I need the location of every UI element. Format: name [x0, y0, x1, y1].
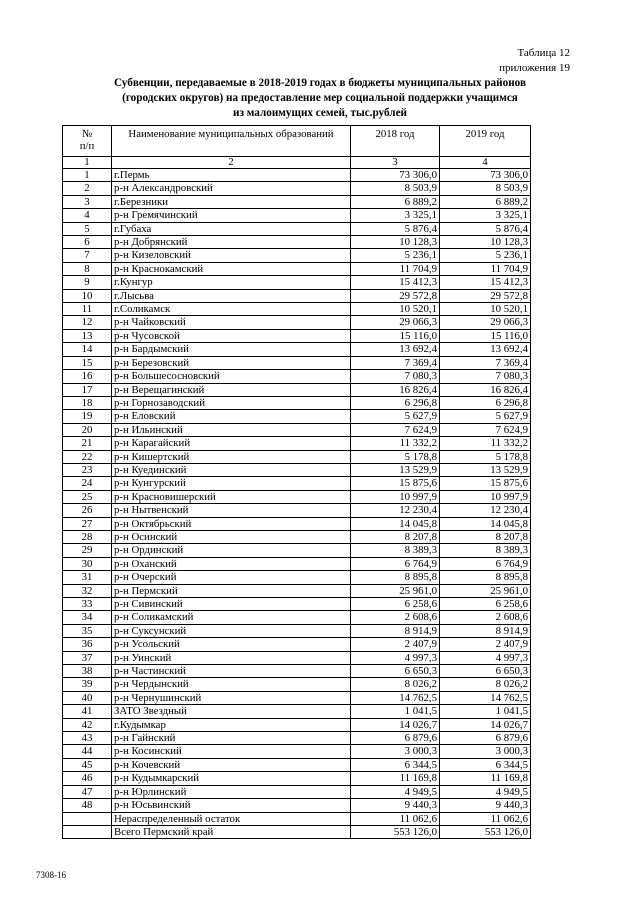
value-2018: 6 764,9 — [351, 557, 440, 570]
value-2019: 7 080,3 — [440, 370, 531, 383]
municipality-name: р-н Частинский — [112, 665, 351, 678]
value-2019: 8 207,8 — [440, 530, 531, 543]
value-2018: 8 914,9 — [351, 624, 440, 637]
value-2018: 4 997,3 — [351, 651, 440, 664]
table-row — [63, 665, 531, 678]
table-row — [63, 410, 531, 423]
table-row — [63, 423, 531, 436]
value-2019: 11 169,8 — [440, 772, 531, 785]
value-2019: 14 762,5 — [440, 691, 531, 704]
row-number: 37 — [63, 651, 112, 664]
municipality-name: р-н Кизеловский — [112, 249, 351, 262]
row-number: 40 — [63, 691, 112, 704]
table-caption — [430, 46, 570, 76]
row-number: 3 — [63, 195, 112, 208]
table-row — [63, 182, 531, 195]
col-header-name: Наименование муниципальных образований — [112, 126, 351, 157]
table-row — [63, 651, 531, 664]
municipality-name: р-н Гайнский — [112, 732, 351, 745]
value-2019: 15 116,0 — [440, 329, 531, 342]
value-2019: 8 895,8 — [440, 571, 531, 584]
value-2019: 5 876,4 — [440, 222, 531, 235]
value-2018: 10 128,3 — [351, 236, 440, 249]
table-row — [63, 732, 531, 745]
title-line-2: (городских округов) на предоставление мер социальной поддержки учащимся — [122, 92, 518, 104]
value-2019: 9 440,3 — [440, 799, 531, 812]
municipality-name: р-н Кудымкарский — [112, 772, 351, 785]
municipality-name: р-н Верещагинский — [112, 383, 351, 396]
value-2019: 13 692,4 — [440, 343, 531, 356]
municipality-name: р-н Бардымский — [112, 343, 351, 356]
row-number: 28 — [63, 530, 112, 543]
value-2018: 6 296,8 — [351, 396, 440, 409]
row-number: 46 — [63, 772, 112, 785]
value-2018: 1 041,5 — [351, 705, 440, 718]
table-row — [63, 825, 531, 838]
value-2018: 10 520,1 — [351, 303, 440, 316]
row-number: 26 — [63, 504, 112, 517]
value-2018: 5 876,4 — [351, 222, 440, 235]
row-number: 18 — [63, 396, 112, 409]
value-2019: 11 332,2 — [440, 437, 531, 450]
value-2018: 5 178,8 — [351, 450, 440, 463]
municipality-name: г.Кудымкар — [112, 718, 351, 731]
municipality-name: г.Соликамск — [112, 303, 351, 316]
municipality-name: г.Лысьва — [112, 289, 351, 302]
table-row — [63, 396, 531, 409]
index-cell: 4 — [440, 157, 531, 169]
table-row — [63, 691, 531, 704]
value-2018: 13 692,4 — [351, 343, 440, 356]
row-number: 7 — [63, 249, 112, 262]
row-number: 39 — [63, 678, 112, 691]
municipality-name: г.Губаха — [112, 222, 351, 235]
value-2019: 8 026,2 — [440, 678, 531, 691]
value-2019: 1 041,5 — [440, 705, 531, 718]
row-number — [63, 825, 112, 838]
value-2018: 10 997,9 — [351, 490, 440, 503]
row-number: 38 — [63, 665, 112, 678]
municipality-name: р-н Очерский — [112, 571, 351, 584]
value-2019: 6 296,8 — [440, 396, 531, 409]
table-row — [63, 450, 531, 463]
row-number: 1 — [63, 169, 112, 182]
value-2019: 29 572,8 — [440, 289, 531, 302]
row-number: 13 — [63, 329, 112, 342]
col-header-2019: 2019 год — [440, 126, 531, 157]
row-number: 45 — [63, 758, 112, 771]
value-2018: 3 325,1 — [351, 209, 440, 222]
value-2018: 2 608,6 — [351, 611, 440, 624]
value-2019: 14 045,8 — [440, 517, 531, 530]
municipality-name: ЗАТО Звездный — [112, 705, 351, 718]
title-line-1: Субвенции, передаваемые в 2018-2019 годах в бюджеты муниципальных районов — [114, 77, 526, 89]
index-cell: 2 — [112, 157, 351, 169]
row-number: 31 — [63, 571, 112, 584]
value-2019: 8 389,3 — [440, 544, 531, 557]
row-number: 9 — [63, 276, 112, 289]
table-row — [63, 799, 531, 812]
value-2018: 2 407,9 — [351, 638, 440, 651]
table-row — [63, 772, 531, 785]
row-number: 5 — [63, 222, 112, 235]
municipality-name: р-н Юрлинский — [112, 785, 351, 798]
table-row — [63, 624, 531, 637]
index-cell: 3 — [351, 157, 440, 169]
municipality-name: р-н Юсьвинский — [112, 799, 351, 812]
row-number: 14 — [63, 343, 112, 356]
header-row — [63, 126, 531, 157]
municipality-name: р-н Карагайский — [112, 437, 351, 450]
index-cell: 1 — [63, 157, 112, 169]
column-index-row — [63, 157, 531, 169]
value-2019: 6 764,9 — [440, 557, 531, 570]
row-number: 21 — [63, 437, 112, 450]
municipality-name: р-н Сивинский — [112, 598, 351, 611]
value-2019: 13 529,9 — [440, 463, 531, 476]
document-code: 7308-16 — [36, 870, 66, 880]
row-number: 29 — [63, 544, 112, 557]
col-header-number: № п/п — [63, 126, 112, 157]
value-2019: 10 128,3 — [440, 236, 531, 249]
value-2019: 4 997,3 — [440, 651, 531, 664]
table-row — [63, 370, 531, 383]
row-number: 33 — [63, 598, 112, 611]
table-row — [63, 530, 531, 543]
value-2019: 6 879,6 — [440, 732, 531, 745]
row-number: 44 — [63, 745, 112, 758]
row-number: 15 — [63, 356, 112, 369]
table-row — [63, 758, 531, 771]
municipality-name: р-н Октябрьский — [112, 517, 351, 530]
row-number: 43 — [63, 732, 112, 745]
value-2019: 15 875,6 — [440, 477, 531, 490]
value-2018: 11 062,6 — [351, 812, 440, 825]
value-2018: 13 529,9 — [351, 463, 440, 476]
value-2018: 11 332,2 — [351, 437, 440, 450]
municipality-name: р-н Чернушинский — [112, 691, 351, 704]
value-2019: 12 230,4 — [440, 504, 531, 517]
value-2018: 11 169,8 — [351, 772, 440, 785]
value-2018: 5 627,9 — [351, 410, 440, 423]
municipality-name: р-н Усольский — [112, 638, 351, 651]
row-number: 4 — [63, 209, 112, 222]
row-number: 41 — [63, 705, 112, 718]
table-row — [63, 222, 531, 235]
value-2019: 7 624,9 — [440, 423, 531, 436]
table-row — [63, 463, 531, 476]
value-2019: 11 062,6 — [440, 812, 531, 825]
value-2018: 9 440,3 — [351, 799, 440, 812]
table-row — [63, 718, 531, 731]
municipality-name: г.Пермь — [112, 169, 351, 182]
value-2019: 6 650,3 — [440, 665, 531, 678]
table-row — [63, 504, 531, 517]
municipality-name: р-н Оханский — [112, 557, 351, 570]
municipality-name: р-н Косинский — [112, 745, 351, 758]
table-row — [63, 262, 531, 275]
table-row — [63, 209, 531, 222]
value-2019: 5 178,8 — [440, 450, 531, 463]
municipality-name: р-н Осинский — [112, 530, 351, 543]
value-2018: 6 650,3 — [351, 665, 440, 678]
table-row — [63, 678, 531, 691]
value-2018: 8 389,3 — [351, 544, 440, 557]
municipality-name: р-н Еловский — [112, 410, 351, 423]
value-2018: 14 026,7 — [351, 718, 440, 731]
value-2018: 14 762,5 — [351, 691, 440, 704]
municipality-name: р-н Березовский — [112, 356, 351, 369]
municipality-name: р-н Ильинский — [112, 423, 351, 436]
row-number: 19 — [63, 410, 112, 423]
table-row — [63, 517, 531, 530]
value-2018: 8 503,9 — [351, 182, 440, 195]
table-row — [63, 343, 531, 356]
table-row — [63, 383, 531, 396]
row-number: 32 — [63, 584, 112, 597]
value-2019: 25 961,0 — [440, 584, 531, 597]
row-number: 20 — [63, 423, 112, 436]
value-2018: 8 207,8 — [351, 530, 440, 543]
value-2018: 6 889,2 — [351, 195, 440, 208]
table-row — [63, 249, 531, 262]
value-2018: 6 344,5 — [351, 758, 440, 771]
municipality-name: р-н Большесосновский — [112, 370, 351, 383]
municipality-name: р-н Кочевский — [112, 758, 351, 771]
row-number: 2 — [63, 182, 112, 195]
table-row — [63, 638, 531, 651]
value-2018: 29 066,3 — [351, 316, 440, 329]
municipality-name: р-н Соликамский — [112, 611, 351, 624]
table-row — [63, 785, 531, 798]
municipality-name: г.Кунгур — [112, 276, 351, 289]
table-row — [63, 276, 531, 289]
municipality-name: р-н Горнозаводский — [112, 396, 351, 409]
municipality-name: г.Березники — [112, 195, 351, 208]
value-2018: 3 000,3 — [351, 745, 440, 758]
municipality-name: р-н Александровский — [112, 182, 351, 195]
value-2019: 6 344,5 — [440, 758, 531, 771]
value-2018: 15 412,3 — [351, 276, 440, 289]
table-row — [63, 356, 531, 369]
value-2018: 15 116,0 — [351, 329, 440, 342]
table-row — [63, 557, 531, 570]
value-2018: 73 306,0 — [351, 169, 440, 182]
table-row — [63, 598, 531, 611]
row-number: 48 — [63, 799, 112, 812]
value-2018: 553 126,0 — [351, 825, 440, 838]
value-2018: 6 258,6 — [351, 598, 440, 611]
table-row — [63, 329, 531, 342]
municipality-name: р-н Красновишерский — [112, 490, 351, 503]
value-2018: 29 572,8 — [351, 289, 440, 302]
row-number: 47 — [63, 785, 112, 798]
appendix-reference: приложения 19 — [499, 62, 570, 74]
value-2019: 14 026,7 — [440, 718, 531, 731]
value-2018: 7 080,3 — [351, 370, 440, 383]
table-row — [63, 477, 531, 490]
municipality-name: р-н Гремячинский — [112, 209, 351, 222]
row-number: 6 — [63, 236, 112, 249]
value-2018: 14 045,8 — [351, 517, 440, 530]
municipality-name: р-н Суксунский — [112, 624, 351, 637]
municipality-name: р-н Чайковский — [112, 316, 351, 329]
value-2019: 6 889,2 — [440, 195, 531, 208]
table-row — [63, 812, 531, 825]
municipality-name: Нераспределенный остаток — [112, 812, 351, 825]
value-2019: 8 503,9 — [440, 182, 531, 195]
value-2018: 5 236,1 — [351, 249, 440, 262]
table-row — [63, 611, 531, 624]
table-row — [63, 437, 531, 450]
value-2019: 3 000,3 — [440, 745, 531, 758]
row-number: 10 — [63, 289, 112, 302]
row-number: 25 — [63, 490, 112, 503]
row-number: 23 — [63, 463, 112, 476]
row-number: 24 — [63, 477, 112, 490]
title-line-3: из малоимущих семей, тыс.рублей — [233, 107, 407, 119]
value-2019: 3 325,1 — [440, 209, 531, 222]
table-row — [63, 584, 531, 597]
municipality-name: р-н Куединский — [112, 463, 351, 476]
value-2018: 6 879,6 — [351, 732, 440, 745]
municipality-name: р-н Уинский — [112, 651, 351, 664]
value-2019: 4 949,5 — [440, 785, 531, 798]
value-2019: 5 627,9 — [440, 410, 531, 423]
value-2018: 15 875,6 — [351, 477, 440, 490]
row-number: 16 — [63, 370, 112, 383]
value-2019: 553 126,0 — [440, 825, 531, 838]
col-header-2018: 2018 год — [351, 126, 440, 157]
table-row — [63, 544, 531, 557]
subvention-table — [62, 125, 531, 839]
value-2019: 6 258,6 — [440, 598, 531, 611]
row-number: 22 — [63, 450, 112, 463]
table-row — [63, 289, 531, 302]
table-row — [63, 169, 531, 182]
value-2018: 25 961,0 — [351, 584, 440, 597]
municipality-name: р-н Краснокамский — [112, 262, 351, 275]
value-2019: 5 236,1 — [440, 249, 531, 262]
row-number: 27 — [63, 517, 112, 530]
value-2019: 2 608,6 — [440, 611, 531, 624]
table-row — [63, 316, 531, 329]
value-2019: 11 704,9 — [440, 262, 531, 275]
municipality-name: р-н Пермский — [112, 584, 351, 597]
row-number: 36 — [63, 638, 112, 651]
table-number: Таблица 12 — [517, 47, 570, 59]
row-number: 8 — [63, 262, 112, 275]
value-2019: 10 997,9 — [440, 490, 531, 503]
table-row — [63, 195, 531, 208]
value-2018: 4 949,5 — [351, 785, 440, 798]
value-2019: 2 407,9 — [440, 638, 531, 651]
table-row — [63, 745, 531, 758]
municipality-name: Всего Пермский край — [112, 825, 351, 838]
table-row — [63, 236, 531, 249]
municipality-name: р-н Чусовской — [112, 329, 351, 342]
document-title — [70, 76, 570, 121]
value-2019: 73 306,0 — [440, 169, 531, 182]
value-2019: 16 826,4 — [440, 383, 531, 396]
row-number: 12 — [63, 316, 112, 329]
row-number: 35 — [63, 624, 112, 637]
row-number: 17 — [63, 383, 112, 396]
table-row — [63, 303, 531, 316]
row-number: 34 — [63, 611, 112, 624]
municipality-name: р-н Ординский — [112, 544, 351, 557]
row-number — [63, 812, 112, 825]
value-2018: 16 826,4 — [351, 383, 440, 396]
table-row — [63, 705, 531, 718]
row-number: 11 — [63, 303, 112, 316]
table-row — [63, 490, 531, 503]
row-number: 30 — [63, 557, 112, 570]
value-2018: 12 230,4 — [351, 504, 440, 517]
value-2019: 7 369,4 — [440, 356, 531, 369]
municipality-name: р-н Добрянский — [112, 236, 351, 249]
value-2019: 15 412,3 — [440, 276, 531, 289]
value-2019: 8 914,9 — [440, 624, 531, 637]
value-2018: 7 624,9 — [351, 423, 440, 436]
municipality-name: р-н Чердынский — [112, 678, 351, 691]
value-2019: 29 066,3 — [440, 316, 531, 329]
municipality-name: р-н Нытвенский — [112, 504, 351, 517]
row-number: 42 — [63, 718, 112, 731]
value-2019: 10 520,1 — [440, 303, 531, 316]
municipality-name: р-н Кишертский — [112, 450, 351, 463]
value-2018: 7 369,4 — [351, 356, 440, 369]
municipality-name: р-н Кунгурский — [112, 477, 351, 490]
value-2018: 8 895,8 — [351, 571, 440, 584]
value-2018: 8 026,2 — [351, 678, 440, 691]
value-2018: 11 704,9 — [351, 262, 440, 275]
table-row — [63, 571, 531, 584]
